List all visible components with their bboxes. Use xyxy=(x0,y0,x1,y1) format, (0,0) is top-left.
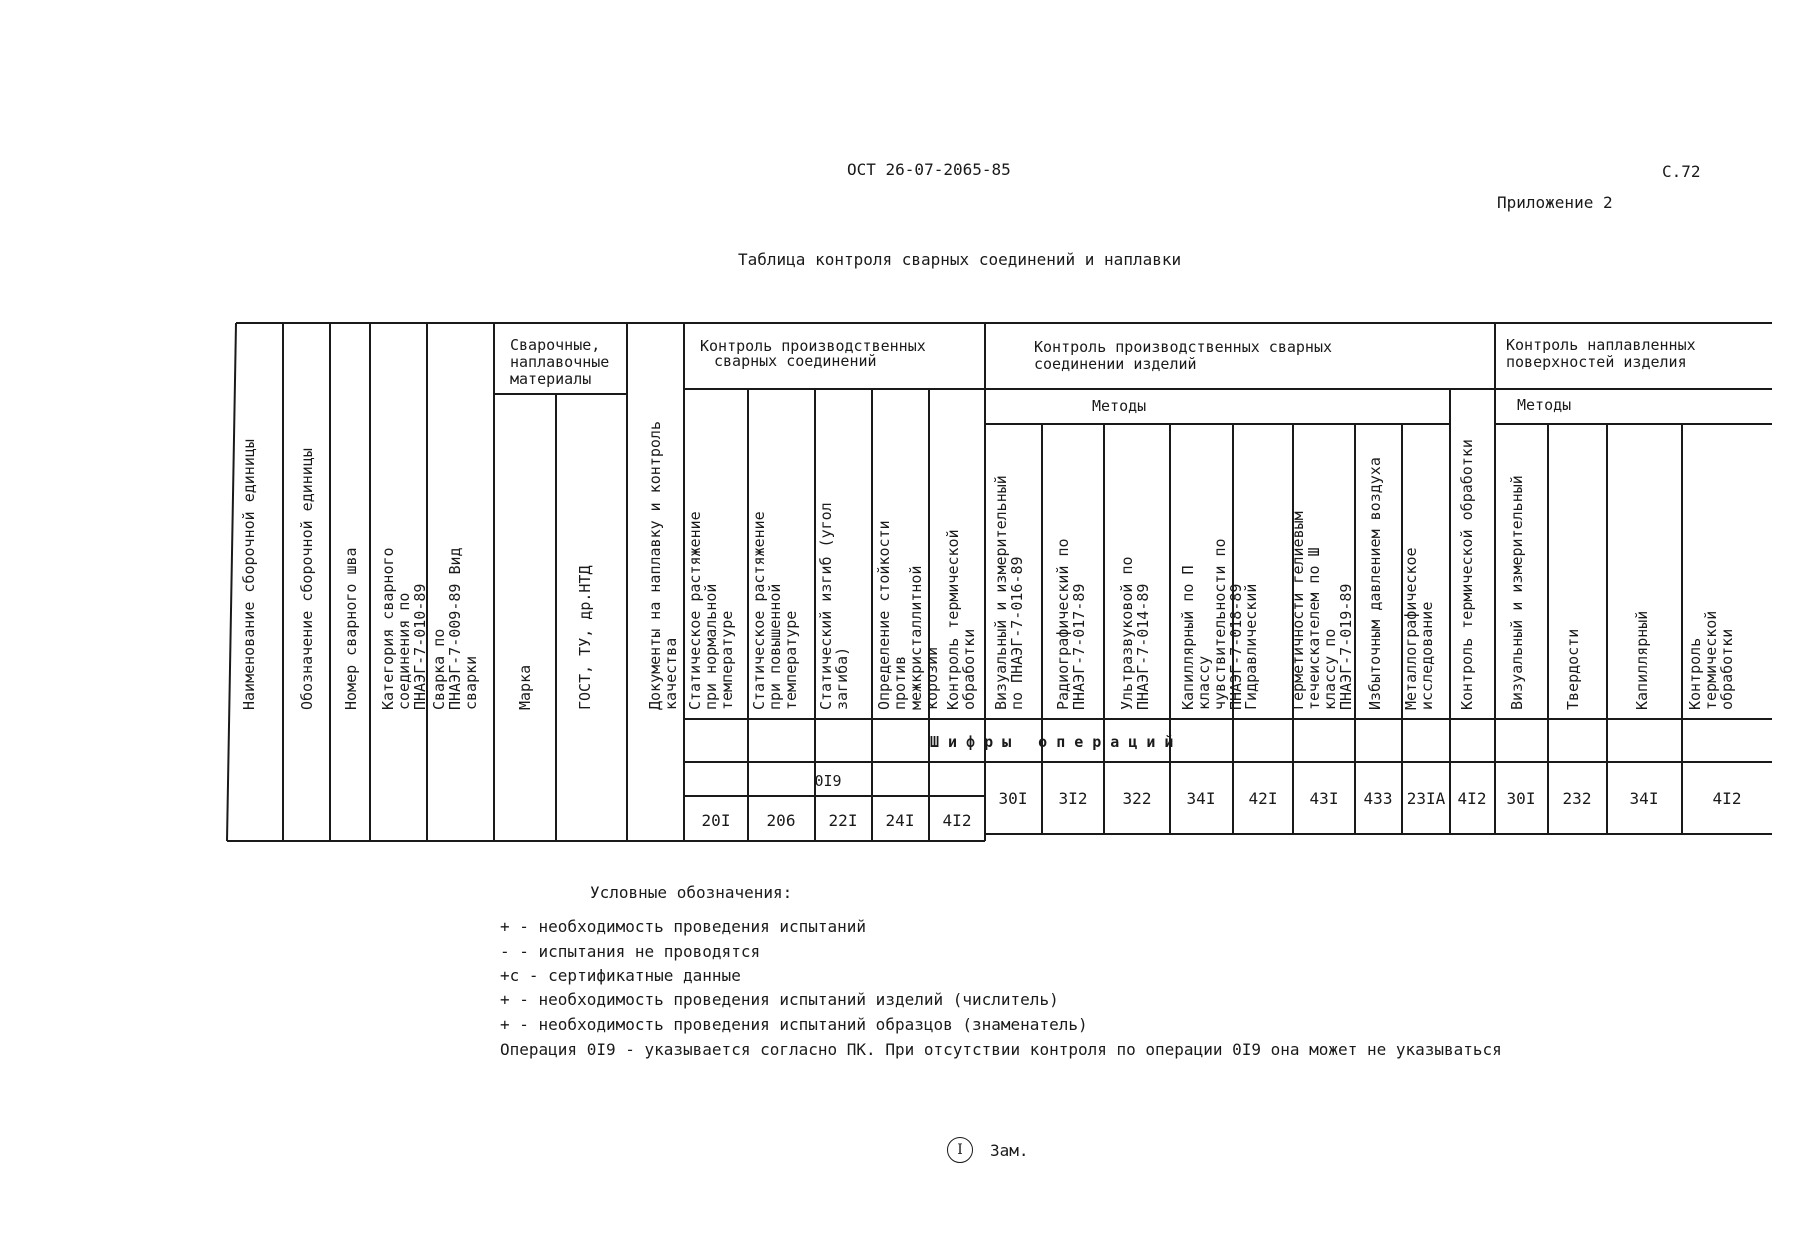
col-material-standard: ГОСТ, ТУ, др.НТД xyxy=(576,565,594,710)
g1-col-2-l3: температуре xyxy=(782,610,800,710)
g1-col-1-l2: при нормальной xyxy=(702,583,720,710)
g2-col-2-l2: ПНАЭГ-7-017-89 xyxy=(1070,583,1088,710)
col-documents-l1: Документы на наплавку и контроль xyxy=(646,421,664,710)
g1-col-1-l3: температуре xyxy=(718,610,736,710)
vertical-headers xyxy=(240,421,1736,710)
g2-col-8-l2: исследование xyxy=(1418,601,1436,710)
code-g2-9: 4I2 xyxy=(1457,789,1487,808)
legend-item-5: + - необходимость проведения испытаний образцов (знаменатель) xyxy=(500,1015,1088,1034)
legend-item-2: - - испытания не проводятся xyxy=(500,942,761,961)
materials-group-line3: материалы xyxy=(510,370,592,388)
g2-col-4-l1: Капиллярный по П xyxy=(1179,565,1197,710)
group3-title-line1: Контроль наплавленных xyxy=(1506,336,1696,354)
code-g2-7: 433 xyxy=(1363,789,1393,808)
col-joint-category-l3: ПНАЭГ-7-010-89 xyxy=(411,583,429,710)
g2-col-6-l4: ПНАЭГ-7-019-89 xyxy=(1337,583,1355,710)
group2-title-line1: Контроль производственных сварных xyxy=(1034,338,1333,356)
code-g3-2: 232 xyxy=(1562,789,1592,808)
g2-col-8-l1: Металлографическое xyxy=(1402,547,1420,710)
code-g2-6: 43I xyxy=(1309,789,1339,808)
col-welding-type-l3: сварки xyxy=(462,655,480,710)
legend-note: Операция 0I9 - указывается согласно ПК. При отсутствии контроля по операции 0I9 она может не указываться xyxy=(500,1040,1502,1059)
g2-col-4-l4: ПНАЭГ-7-018-89 xyxy=(1227,583,1245,710)
g1-col-2-l2: при повышенной xyxy=(766,583,784,710)
col-welding-type-l2: ПНАЭГ-7-009-89 Вид xyxy=(446,547,464,710)
g3-col-3: Капиллярный xyxy=(1633,610,1651,710)
col-documents-l2: качества xyxy=(662,637,680,710)
g2-col-6-l1: Герметичности гелиевым xyxy=(1289,511,1307,710)
col-joint-category-l2: соединения по xyxy=(395,592,413,710)
g1-col-4-l1: Определение стойкости xyxy=(875,520,893,710)
materials-group-line1: Сварочные, xyxy=(510,336,601,354)
g2-col-1-l1: Визуальный и измерительный xyxy=(992,475,1010,710)
g2-col-3-l2: ПНАЭГ-7-014-89 xyxy=(1134,583,1152,710)
col-material-mark: Марка xyxy=(516,664,534,710)
code-g1-5: 4I2 xyxy=(942,811,972,830)
code-g2-5: 42I xyxy=(1248,789,1278,808)
code-g2-2: 3I2 xyxy=(1058,789,1088,808)
materials-group-line2: наплавочные xyxy=(510,353,610,371)
g3-col-4-l3: обработки xyxy=(1718,628,1736,710)
change-number: I xyxy=(947,1137,973,1163)
code-g2-1: 30I xyxy=(998,789,1028,808)
group2-title-line2: соединении изделий xyxy=(1034,355,1197,373)
g1-col-2-l1: Статическое растяжение xyxy=(750,511,768,710)
col-welding-type-l1: Сварка по xyxy=(430,628,448,710)
code-g2-3: 322 xyxy=(1122,789,1152,808)
code-g1-2: 206 xyxy=(766,811,796,830)
code-g3-1: 30I xyxy=(1506,789,1536,808)
group1-title-line1: Контроль производственных xyxy=(700,337,926,355)
g1-col-4-l2: против xyxy=(891,655,909,710)
g1-col-1-l1: Статическое растяжение xyxy=(686,511,704,710)
methods-label-g2: Методы xyxy=(1092,397,1147,415)
group3-title-line2: поверхностей изделия xyxy=(1506,353,1687,371)
g2-col-2-l1: Радиографический по xyxy=(1054,538,1072,710)
g2-col-1-l2: по ПНАЭГ-7-016-89 xyxy=(1008,556,1026,710)
g1-col-3-l2: загиба) xyxy=(833,646,851,710)
g2-col-9: Контроль термической обработки xyxy=(1458,439,1476,710)
g2-col-4-l2: классу xyxy=(1195,655,1213,710)
methods-label-g3: Методы xyxy=(1517,396,1572,414)
g2-col-6-l3: классу по xyxy=(1321,628,1339,710)
code-019: 0I9 xyxy=(814,772,842,790)
g1-col-3-l1: Статический изгиб (угол xyxy=(817,502,835,710)
change-label: Зам. xyxy=(990,1141,1029,1160)
col-assembly-designation: Обозначение сборочной единицы xyxy=(298,448,316,710)
code-g3-4: 4I2 xyxy=(1712,789,1742,808)
table-title: Таблица контроля сварных соединений и наплавки xyxy=(738,250,1182,269)
doc-code: ОСТ 26-07-2065-85 xyxy=(847,160,1011,179)
group1-title-line2: сварных соединений xyxy=(714,352,877,370)
g2-col-4-l3: чувствительности по xyxy=(1211,538,1229,710)
col-assembly-name: Наименование сборочной единицы xyxy=(240,439,258,710)
legend-item-3: +c - сертификатные данные xyxy=(500,966,741,985)
g3-col-1: Визуальный и измерительный xyxy=(1508,475,1526,710)
g1-col-4-l4: корозии xyxy=(923,646,941,710)
codes-label: Шифры операций xyxy=(930,733,1183,751)
g2-col-5: Гидравлический xyxy=(1242,583,1260,710)
col-seam-number: Номер сварного шва xyxy=(342,547,360,710)
code-g1-1: 20I xyxy=(701,811,731,830)
g1-col-4-l3: межкристаллитной xyxy=(907,565,925,710)
legend-item-1: + - необходимость проведения испытаний xyxy=(500,917,867,936)
g1-col-5-l2: обработки xyxy=(960,628,978,710)
code-g1-3: 22I xyxy=(828,811,858,830)
code-g1-4: 24I xyxy=(885,811,915,830)
g1-col-5-l1: Контроль термической xyxy=(944,529,962,710)
code-g3-3: 34I xyxy=(1629,789,1659,808)
legend-title: Условные обозначения: xyxy=(590,883,793,902)
g2-col-6-l2: течеискателем по Ш xyxy=(1305,547,1323,710)
code-g2-8: 23IA xyxy=(1406,789,1446,808)
g3-col-2: Твердости xyxy=(1564,628,1582,710)
legend-item-4: + - необходимость проведения испытаний изделий (числитель) xyxy=(500,990,1059,1009)
g2-col-3-l1: Ультразвуковой по xyxy=(1118,556,1136,710)
page-number: С.72 xyxy=(1662,162,1701,181)
g2-col-7: Избыточным давлением воздуха xyxy=(1366,457,1384,710)
appendix-label: Приложение 2 xyxy=(1497,193,1613,212)
code-g2-4: 34I xyxy=(1186,789,1216,808)
g3-col-4-l2: термической xyxy=(1702,610,1720,710)
g3-col-4-l1: Контроль xyxy=(1686,637,1704,710)
col-joint-category-l1: Категория сварного xyxy=(379,547,397,710)
